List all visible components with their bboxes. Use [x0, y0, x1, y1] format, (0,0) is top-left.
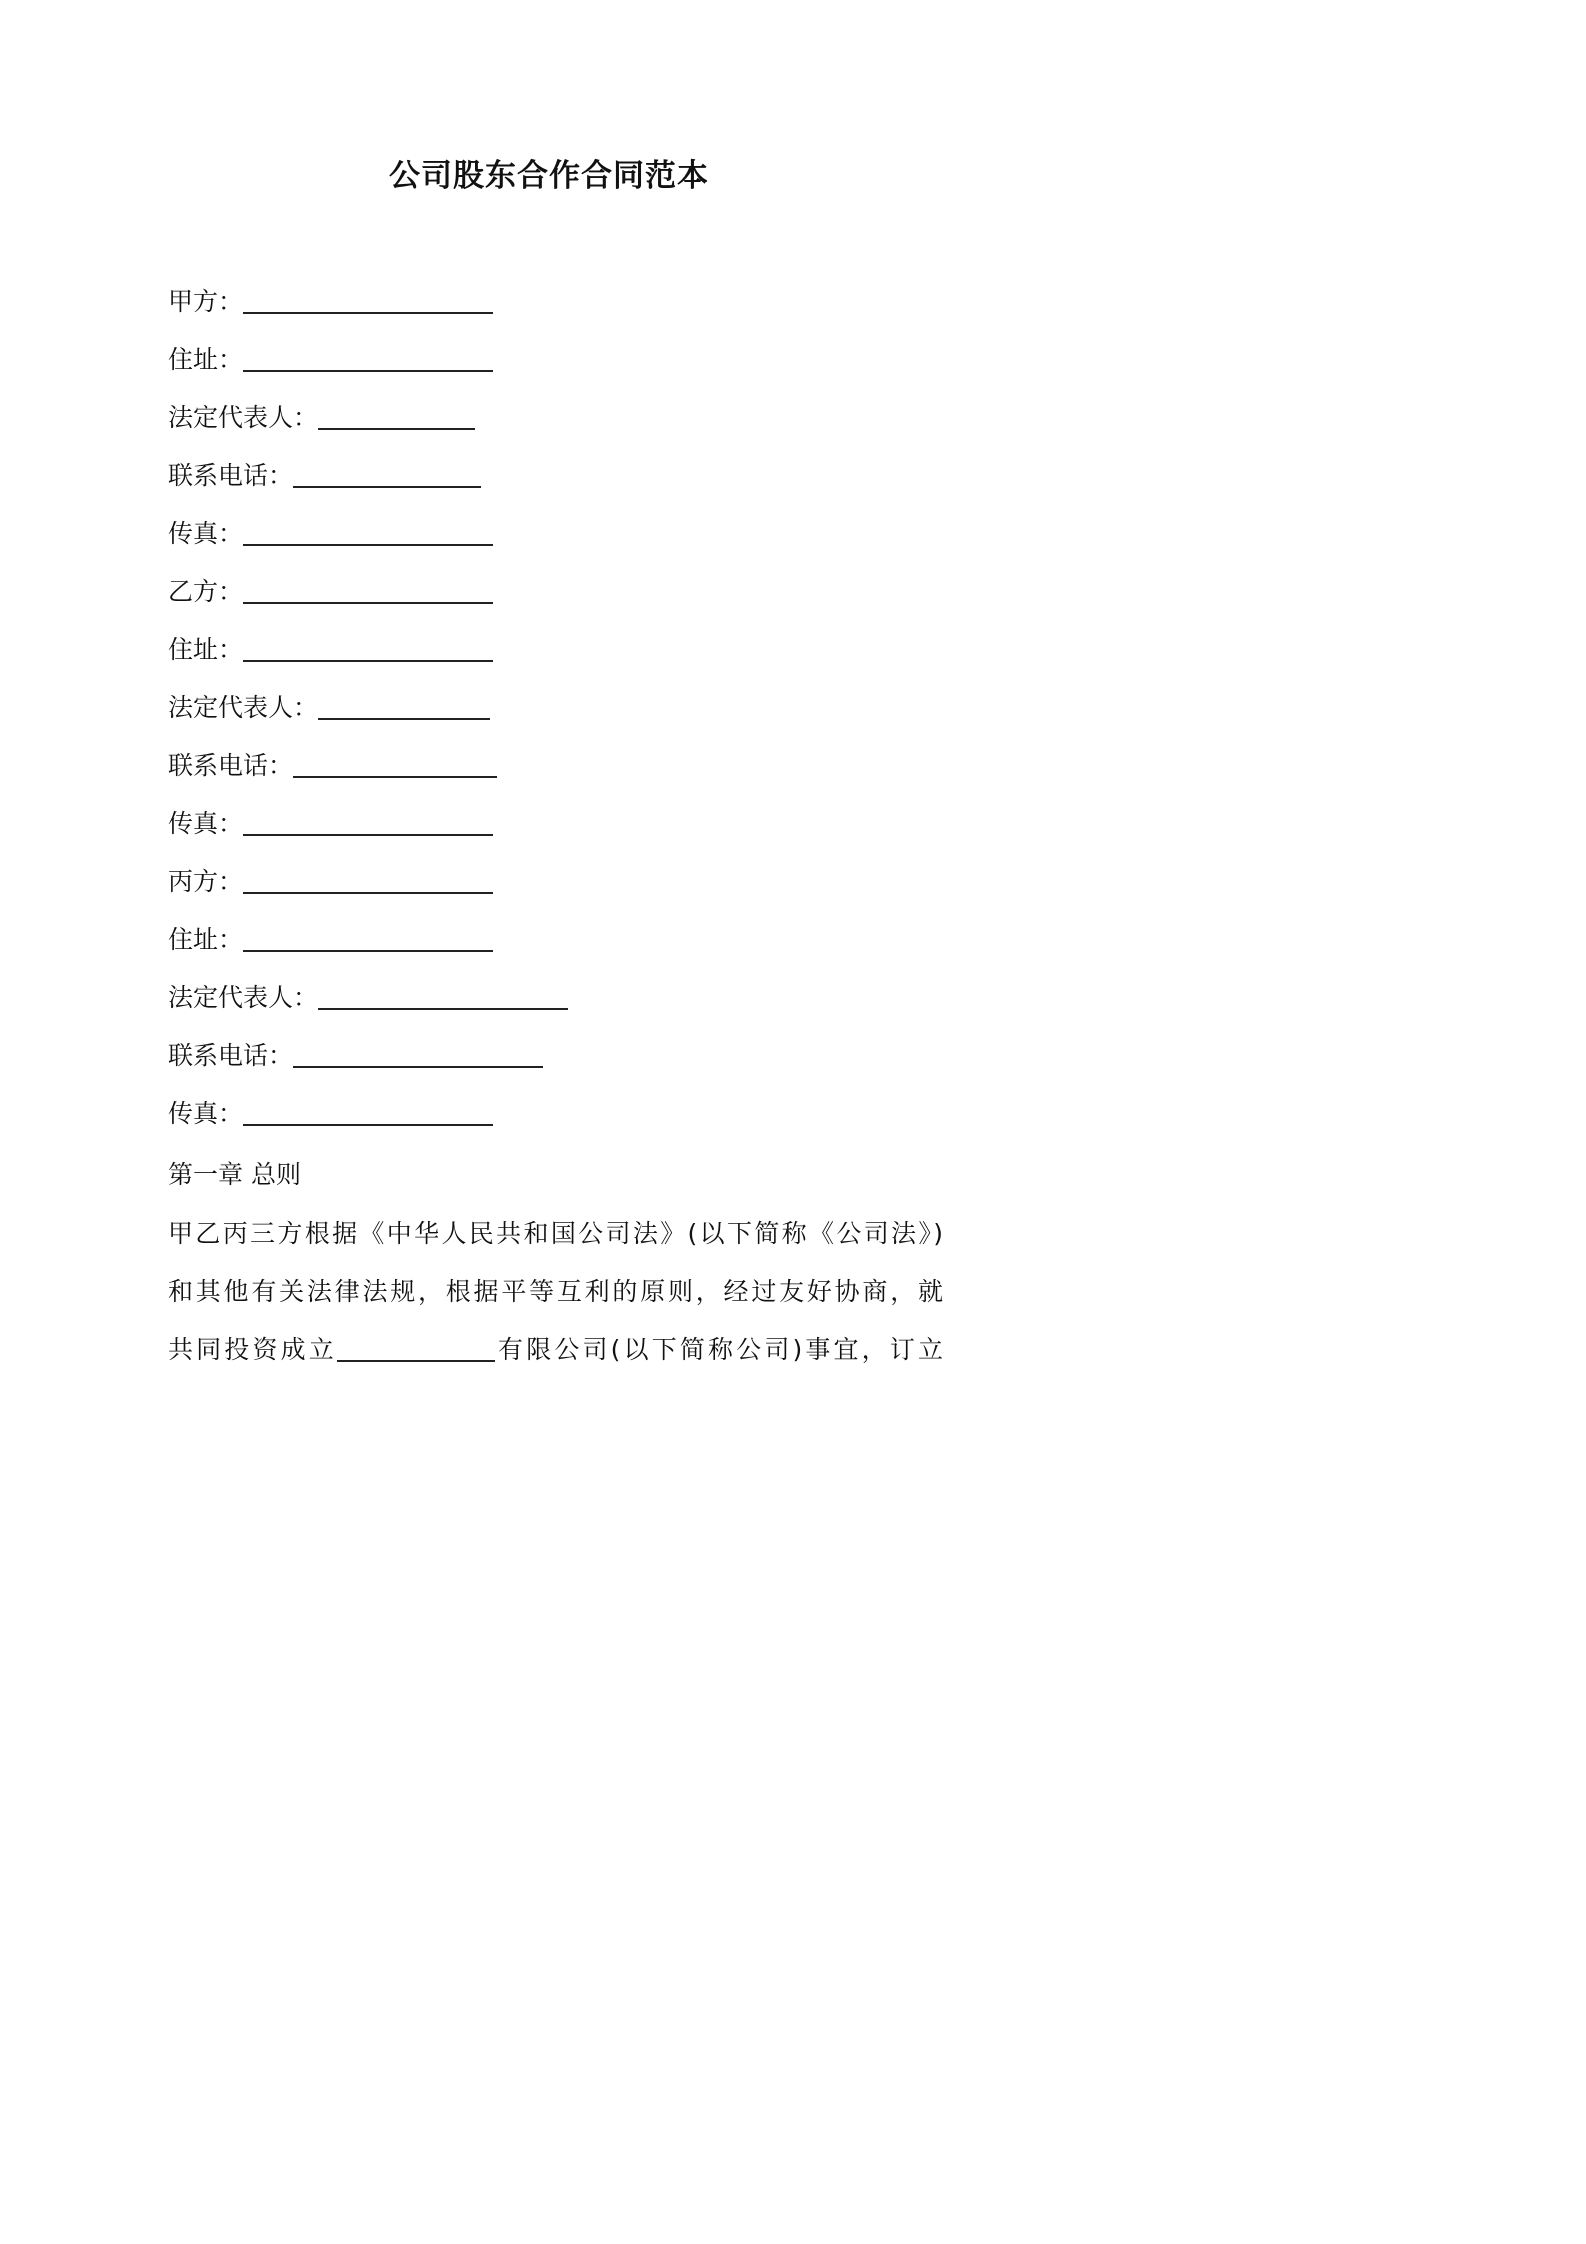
field-label: 传真： [168, 519, 244, 548]
field-label: 乙方： [168, 577, 244, 606]
document-title: 公司股东合作合同范本 [389, 158, 709, 194]
party-c-phone-field [168, 1038, 543, 1074]
party-a-legal-rep-field [168, 400, 475, 436]
fill-blank[interactable] [318, 400, 475, 430]
paragraph-line: 甲乙丙三方根据《中华人民共和国公司法》(以下简称《公司法》) [168, 1219, 943, 1248]
field-label: 联系电话： [168, 751, 294, 780]
party-c-address-field [168, 922, 493, 958]
field-label: 住址： [168, 345, 244, 374]
paragraph-line [168, 1332, 943, 1368]
fill-blank[interactable] [293, 748, 497, 778]
chapter-heading: 第一章 总则 [168, 1160, 301, 1189]
party-c-legal-rep-field [168, 980, 568, 1016]
paragraph-line: 和其他有关法律法规，根据平等互利的原则，经过友好协商，就 [168, 1277, 943, 1306]
party-a-phone-field [168, 458, 481, 494]
company-name-blank[interactable] [337, 1332, 495, 1362]
party-b-address-field [168, 632, 493, 668]
party-c-name-field [168, 864, 493, 900]
fill-blank[interactable] [243, 516, 493, 546]
fill-blank[interactable] [243, 922, 493, 952]
party-b-phone-field [168, 748, 497, 784]
fill-blank[interactable] [243, 806, 493, 836]
fill-blank[interactable] [243, 342, 493, 372]
party-a-fax-field [168, 516, 493, 552]
paragraph-text: 有限公司(以下简称公司)事宜，订立 [494, 1335, 943, 1364]
document-page [0, 0, 1098, 1553]
field-label: 传真： [168, 809, 244, 838]
party-c-fax-field [168, 1096, 493, 1132]
field-label: 甲方： [168, 287, 244, 316]
fill-blank[interactable] [293, 458, 481, 488]
field-label: 法定代表人： [168, 403, 319, 432]
field-label: 住址： [168, 925, 244, 954]
field-label: 法定代表人： [168, 983, 319, 1012]
field-label: 传真： [168, 1099, 244, 1128]
party-a-address-field [168, 342, 493, 378]
fill-blank[interactable] [318, 690, 490, 720]
party-a-name-field [168, 284, 493, 320]
fill-blank[interactable] [243, 1096, 493, 1126]
fill-blank[interactable] [293, 1038, 543, 1068]
fill-blank[interactable] [243, 574, 493, 604]
party-b-name-field [168, 574, 493, 610]
fill-blank[interactable] [243, 632, 493, 662]
field-label: 丙方： [168, 867, 244, 896]
paragraph-text: 共同投资成立 [168, 1335, 337, 1364]
field-label: 联系电话： [168, 1041, 294, 1070]
fill-blank[interactable] [318, 980, 568, 1010]
fill-blank[interactable] [243, 284, 493, 314]
field-label: 住址： [168, 635, 244, 664]
fill-blank[interactable] [243, 864, 493, 894]
field-label: 法定代表人： [168, 693, 319, 722]
party-b-fax-field [168, 806, 493, 842]
party-b-legal-rep-field [168, 690, 490, 726]
field-label: 联系电话： [168, 461, 294, 490]
